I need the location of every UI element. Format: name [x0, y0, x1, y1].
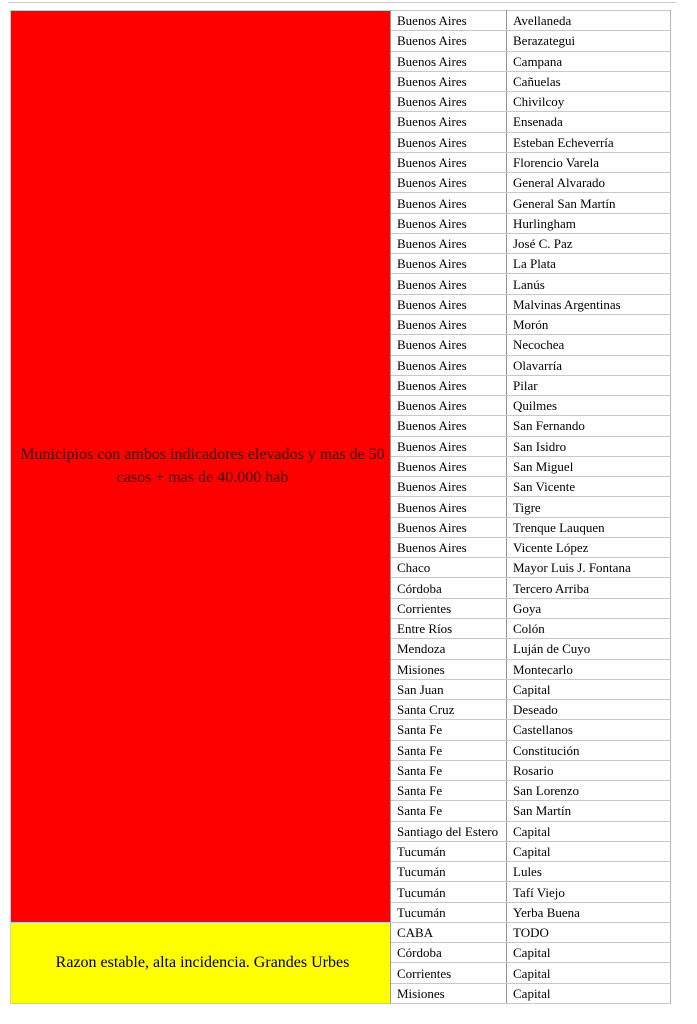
municipality-cell: San Martín	[507, 801, 671, 821]
province-cell: CABA	[391, 922, 507, 942]
province-cell: Misiones	[391, 983, 507, 1003]
province-cell: Buenos Aires	[391, 396, 507, 416]
province-cell: Buenos Aires	[391, 416, 507, 436]
municipality-cell: Hurlingham	[507, 213, 671, 233]
province-cell: Buenos Aires	[391, 477, 507, 497]
table-row	[11, 922, 671, 942]
province-cell: Buenos Aires	[391, 314, 507, 334]
province-cell: Buenos Aires	[391, 132, 507, 152]
province-cell: Tucumán	[391, 841, 507, 861]
municipality-cell: Capital	[507, 983, 671, 1003]
municipality-cell: Castellanos	[507, 720, 671, 740]
municipality-cell: Deseado	[507, 700, 671, 720]
municipality-cell: Morón	[507, 314, 671, 334]
municipality-table	[10, 10, 671, 1004]
province-cell: Buenos Aires	[391, 112, 507, 132]
municipality-cell: Montecarlo	[507, 659, 671, 679]
province-cell: Buenos Aires	[391, 92, 507, 112]
municipality-cell: Quilmes	[507, 396, 671, 416]
municipality-cell: San Lorenzo	[507, 781, 671, 801]
municipality-cell: Vicente López	[507, 537, 671, 557]
municipality-cell: Ensenada	[507, 112, 671, 132]
province-cell: Buenos Aires	[391, 213, 507, 233]
province-cell: Buenos Aires	[391, 436, 507, 456]
municipality-cell: General San Martín	[507, 193, 671, 213]
province-cell: Chaco	[391, 558, 507, 578]
municipality-cell: Olavarría	[507, 355, 671, 375]
province-cell: Buenos Aires	[391, 517, 507, 537]
province-cell: Buenos Aires	[391, 173, 507, 193]
province-cell: Buenos Aires	[391, 11, 507, 31]
municipality-cell: Capital	[507, 679, 671, 699]
province-cell: Buenos Aires	[391, 31, 507, 51]
municipality-cell: Pilar	[507, 375, 671, 395]
province-cell: Tucumán	[391, 882, 507, 902]
municipality-cell: San Vicente	[507, 477, 671, 497]
province-cell: Buenos Aires	[391, 294, 507, 314]
group-label-cell	[11, 11, 391, 923]
municipality-cell: Capital	[507, 943, 671, 963]
province-cell: Santa Fe	[391, 781, 507, 801]
municipality-cell: Constitución	[507, 740, 671, 760]
province-cell: Misiones	[391, 659, 507, 679]
municipality-cell: Capital	[507, 841, 671, 861]
municipality-cell: La Plata	[507, 254, 671, 274]
province-cell: Córdoba	[391, 578, 507, 598]
province-cell: Tucumán	[391, 902, 507, 922]
province-cell: Buenos Aires	[391, 335, 507, 355]
province-cell: Buenos Aires	[391, 254, 507, 274]
municipality-cell: Colón	[507, 618, 671, 638]
province-cell: Santa Fe	[391, 740, 507, 760]
province-cell: Buenos Aires	[391, 152, 507, 172]
municipality-cell: Lules	[507, 862, 671, 882]
province-cell: Córdoba	[391, 943, 507, 963]
table-row	[11, 11, 671, 31]
municipality-cell: Cañuelas	[507, 71, 671, 91]
municipality-cell: San Miguel	[507, 456, 671, 476]
municipality-cell: Berazategui	[507, 31, 671, 51]
municipality-cell: Florencio Varela	[507, 152, 671, 172]
province-cell: Buenos Aires	[391, 497, 507, 517]
province-cell: Buenos Aires	[391, 537, 507, 557]
top-divider	[8, 2, 676, 3]
province-cell: Buenos Aires	[391, 355, 507, 375]
municipality-cell: Esteban Echeverría	[507, 132, 671, 152]
province-cell: Santa Fe	[391, 720, 507, 740]
municipality-cell: Malvinas Argentinas	[507, 294, 671, 314]
province-cell: Mendoza	[391, 639, 507, 659]
municipality-cell: Yerba Buena	[507, 902, 671, 922]
province-cell: Buenos Aires	[391, 456, 507, 476]
province-cell: Buenos Aires	[391, 71, 507, 91]
province-cell: Tucumán	[391, 862, 507, 882]
group-label: Razon estable, alta incidencia. Grandes Urbes	[55, 954, 350, 972]
province-cell: Santa Fe	[391, 801, 507, 821]
municipality-cell: José C. Paz	[507, 233, 671, 253]
province-cell: Buenos Aires	[391, 233, 507, 253]
province-cell: Santa Fe	[391, 760, 507, 780]
municipality-cell: Capital	[507, 963, 671, 983]
municipality-cell: Luján de Cuyo	[507, 639, 671, 659]
province-cell: Santiago del Estero	[391, 821, 507, 841]
municipality-cell: Chivilcoy	[507, 92, 671, 112]
province-cell: Buenos Aires	[391, 274, 507, 294]
table-body	[11, 11, 671, 1004]
municipality-cell: Capital	[507, 821, 671, 841]
municipality-cell: Mayor Luis J. Fontana	[507, 558, 671, 578]
group-label: Municipios con ambos indicadores elevados y mas de 50 casos + mas de 40.000 hab	[20, 446, 385, 487]
province-cell: Entre Ríos	[391, 618, 507, 638]
province-cell: Corrientes	[391, 963, 507, 983]
province-cell: Buenos Aires	[391, 375, 507, 395]
province-cell: Santa Cruz	[391, 700, 507, 720]
municipality-cell: Goya	[507, 598, 671, 618]
province-cell: Buenos Aires	[391, 51, 507, 71]
municipality-cell: Campana	[507, 51, 671, 71]
municipality-cell: Avellaneda	[507, 11, 671, 31]
municipality-cell: Trenque Lauquen	[507, 517, 671, 537]
municipality-cell: Tafí Viejo	[507, 882, 671, 902]
municipality-cell: General Alvarado	[507, 173, 671, 193]
municipality-cell: San Isidro	[507, 436, 671, 456]
municipality-cell: Tigre	[507, 497, 671, 517]
group-label-cell	[11, 922, 391, 1003]
province-cell: Buenos Aires	[391, 193, 507, 213]
municipality-cell: Rosario	[507, 760, 671, 780]
province-cell: Corrientes	[391, 598, 507, 618]
municipality-cell: Necochea	[507, 335, 671, 355]
province-cell: San Juan	[391, 679, 507, 699]
municipality-cell: TODO	[507, 922, 671, 942]
municipality-cell: San Fernando	[507, 416, 671, 436]
municipality-cell: Tercero Arriba	[507, 578, 671, 598]
municipality-cell: Lanús	[507, 274, 671, 294]
